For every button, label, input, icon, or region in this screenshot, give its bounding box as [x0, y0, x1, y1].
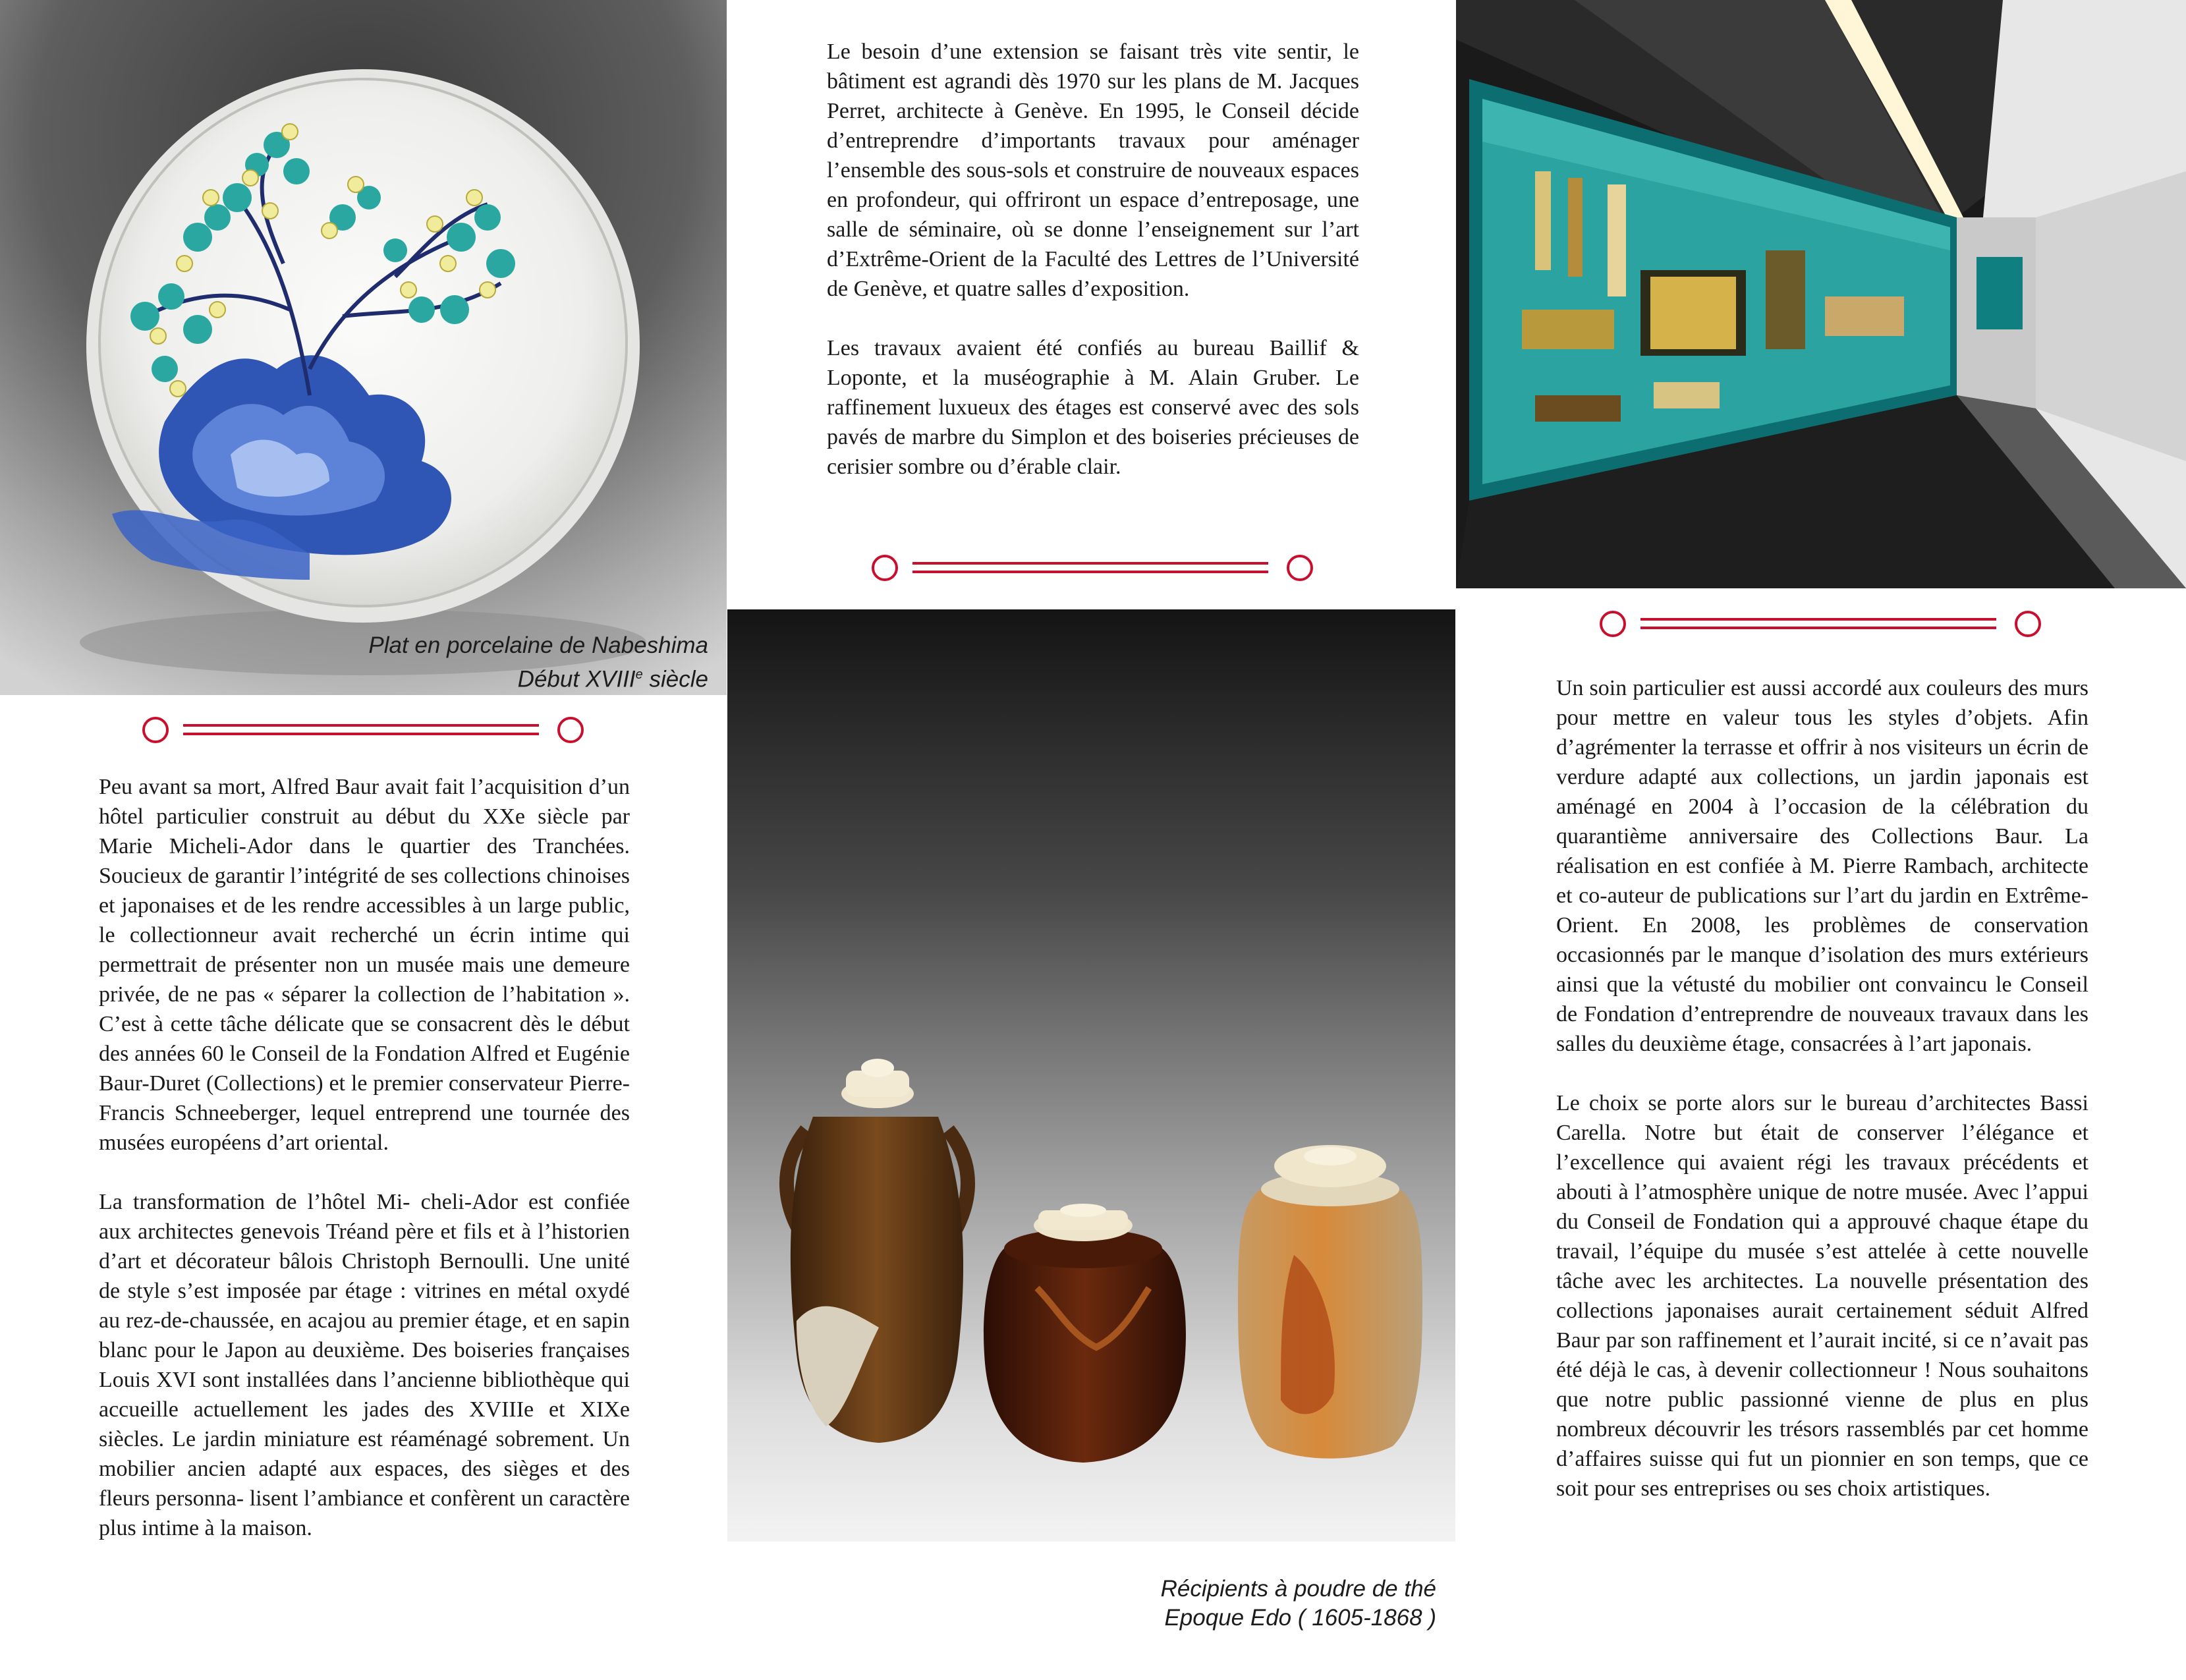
museum-gallery-illustration	[1456, 0, 2186, 588]
jars-caption-line2: Epoque Edo ( 1605-1868 )	[1164, 1605, 1436, 1631]
jars-caption-line1: Récipients à poudre de thé	[1160, 1576, 1436, 1602]
right-text-column	[1556, 673, 2088, 1503]
museum-gallery-photo	[1456, 0, 2186, 588]
left-text-column	[99, 772, 630, 1543]
top-center-text-column	[827, 37, 1359, 482]
nabeshima-plate-illustration	[0, 0, 727, 695]
tea-jar-right	[1238, 1145, 1422, 1459]
plate-caption-line2: Début XVIIIe siècle	[517, 666, 708, 692]
paragraph-couleurs: Un soin particulier est aussi accordé aux couleurs des murs pour mettre en valeur tous les styles d’objets. Afin d’agrémenter la terrasse et offrir à nos visiteurs un écrin de verdure adapté aux collections, un jardin japonais est aménagé en 2004 à l’occasion de la célébration du quarantième anniversaire des Collections Baur. La réalisation en est confiée à M. Pierre Rambach, architecte et co-auteur de publications sur l’art du jardin en Extrême-Orient. En 2008, les problèmes de conservation occasionnés par le manque d’isolation des murs extérieurs ainsi que la vétusté du mobilier ont convaincu le Conseil de Fondation d’entreprendre de nouveaux travaux dans les salles du deuxième étage, consacrées à l’art japonais.	[1556, 676, 2088, 1056]
plate-caption	[198, 631, 708, 694]
paragraph-acquisition: Peu avant sa mort, Alfred Baur avait fait l’acquisition d’un hôtel particulier construit au début du XXe siècle par Marie Micheli-Ador dans le quartier des Tranchées. Soucieux de garantir l’intégrité de ses collections chinoises et japonaises et de les rendre accessibles à un large public, le collectionneur avait recherché un écrin intime qui permettrait de présenter non un musée mais une demeure privée, de ne pas « séparer la collection de l’habitation ». C’est à cette tâche délicate que se consacrent dès le début des années 60 le Conseil de la Fondation Alfred et Eugénie Baur-Duret (Collections) et le premier conservateur Pierre-Francis Schneeberger, lequel entreprend une tournée des musées européens d’art oriental.	[99, 775, 630, 1155]
paragraph-transformation: La transformation de l’hôtel Mi- cheli-Ador est confiée aux architectes genevois Tréand père et fils et à l’historien d’art et décorateur bâlois Christoph Bernoulli. Une unité de style s’est imposée par étage : vitrines en métal oxydé au rez-de-chaussée, en acajou au premier étage, et en sapin blanc pour le Japon au deuxième. Des boiseries françaises Louis XVI sont installées dans l’ancienne bibliothèque qui accueille actuellement les jades des XVIIIe et XIXe siècles. Le jardin miniature est réaménagé sobrement. Un mobilier ancien adapté aux espaces, des sièges et des fleurs personna- lisent l’ambiance et confèrent un caractère plus intime à la maison.	[99, 1190, 630, 1540]
tea-jars-illustration	[727, 609, 1455, 1542]
nabeshima-plate-photo	[0, 0, 727, 695]
paragraph-extension: Le besoin d’une extension se faisant très vite sentir, le bâtiment est agrandi dès 1970 sur les plans de M. Jacques Perret, architecte à Genève. En 1995, le Conseil décide d’entreprendre d’importants travaux pour aménager l’ensemble des sous-sols et construire de nouveaux espaces en profondeur, qui offriront un espace d’entreposage, une salle de séminaire, où se donne l’enseignement sur l’art d’Extrême-Orient de la Faculté des Lettres de l’Université de Genève, et quatre salles d’exposition.	[827, 40, 1359, 301]
decorative-divider-right	[1598, 611, 2059, 637]
tea-jar-middle	[984, 1204, 1186, 1463]
paragraph-travaux: Les travaux avaient été confiés au bureau Baillif & Loponte, et la muséographie à M. Alain Gruber. Le raffinement luxueux des étages est conservé avec des sols pavés de marbre du Simplon et des boiseries précieuses de cerisier sombre ou d’érable clair.	[827, 336, 1359, 479]
plate-caption-line1: Plat en porcelaine de Nabeshima	[368, 632, 708, 658]
decorative-divider-top-center	[870, 555, 1331, 581]
tea-jars-photo	[727, 609, 1455, 1542]
jars-caption	[791, 1575, 1436, 1633]
paragraph-choix: Le choix se porte alors sur le bureau d’architectes Bassi Carella. Notre but était de conserver l’élégance et l’excellence qui avaient régi les travaux précédents et abouti à l’atmosphère unique de notre musée. Avec l’appui du Conseil de Fondation qui a approuvé chaque étape du travail, l’équipe du musée s’est attelée à cette nouvelle tâche avec les architectes. La nouvelle présentation des collections japonaises aurait certainement séduit Alfred Baur par son raffinement et l’aurait incité, si ce n’avait pas été déjà le cas, à devenir collectionneur ! Nous souhaitons que notre public passionné vienne de plus en plus nombreux découvrir les trésors rassemblés par cet homme d’affaires suisse qui fut un pionnier en son temps, que ce soit pour ses entreprises ou ses choix artistiques.	[1556, 1091, 2088, 1501]
decorative-divider-left	[140, 717, 602, 743]
